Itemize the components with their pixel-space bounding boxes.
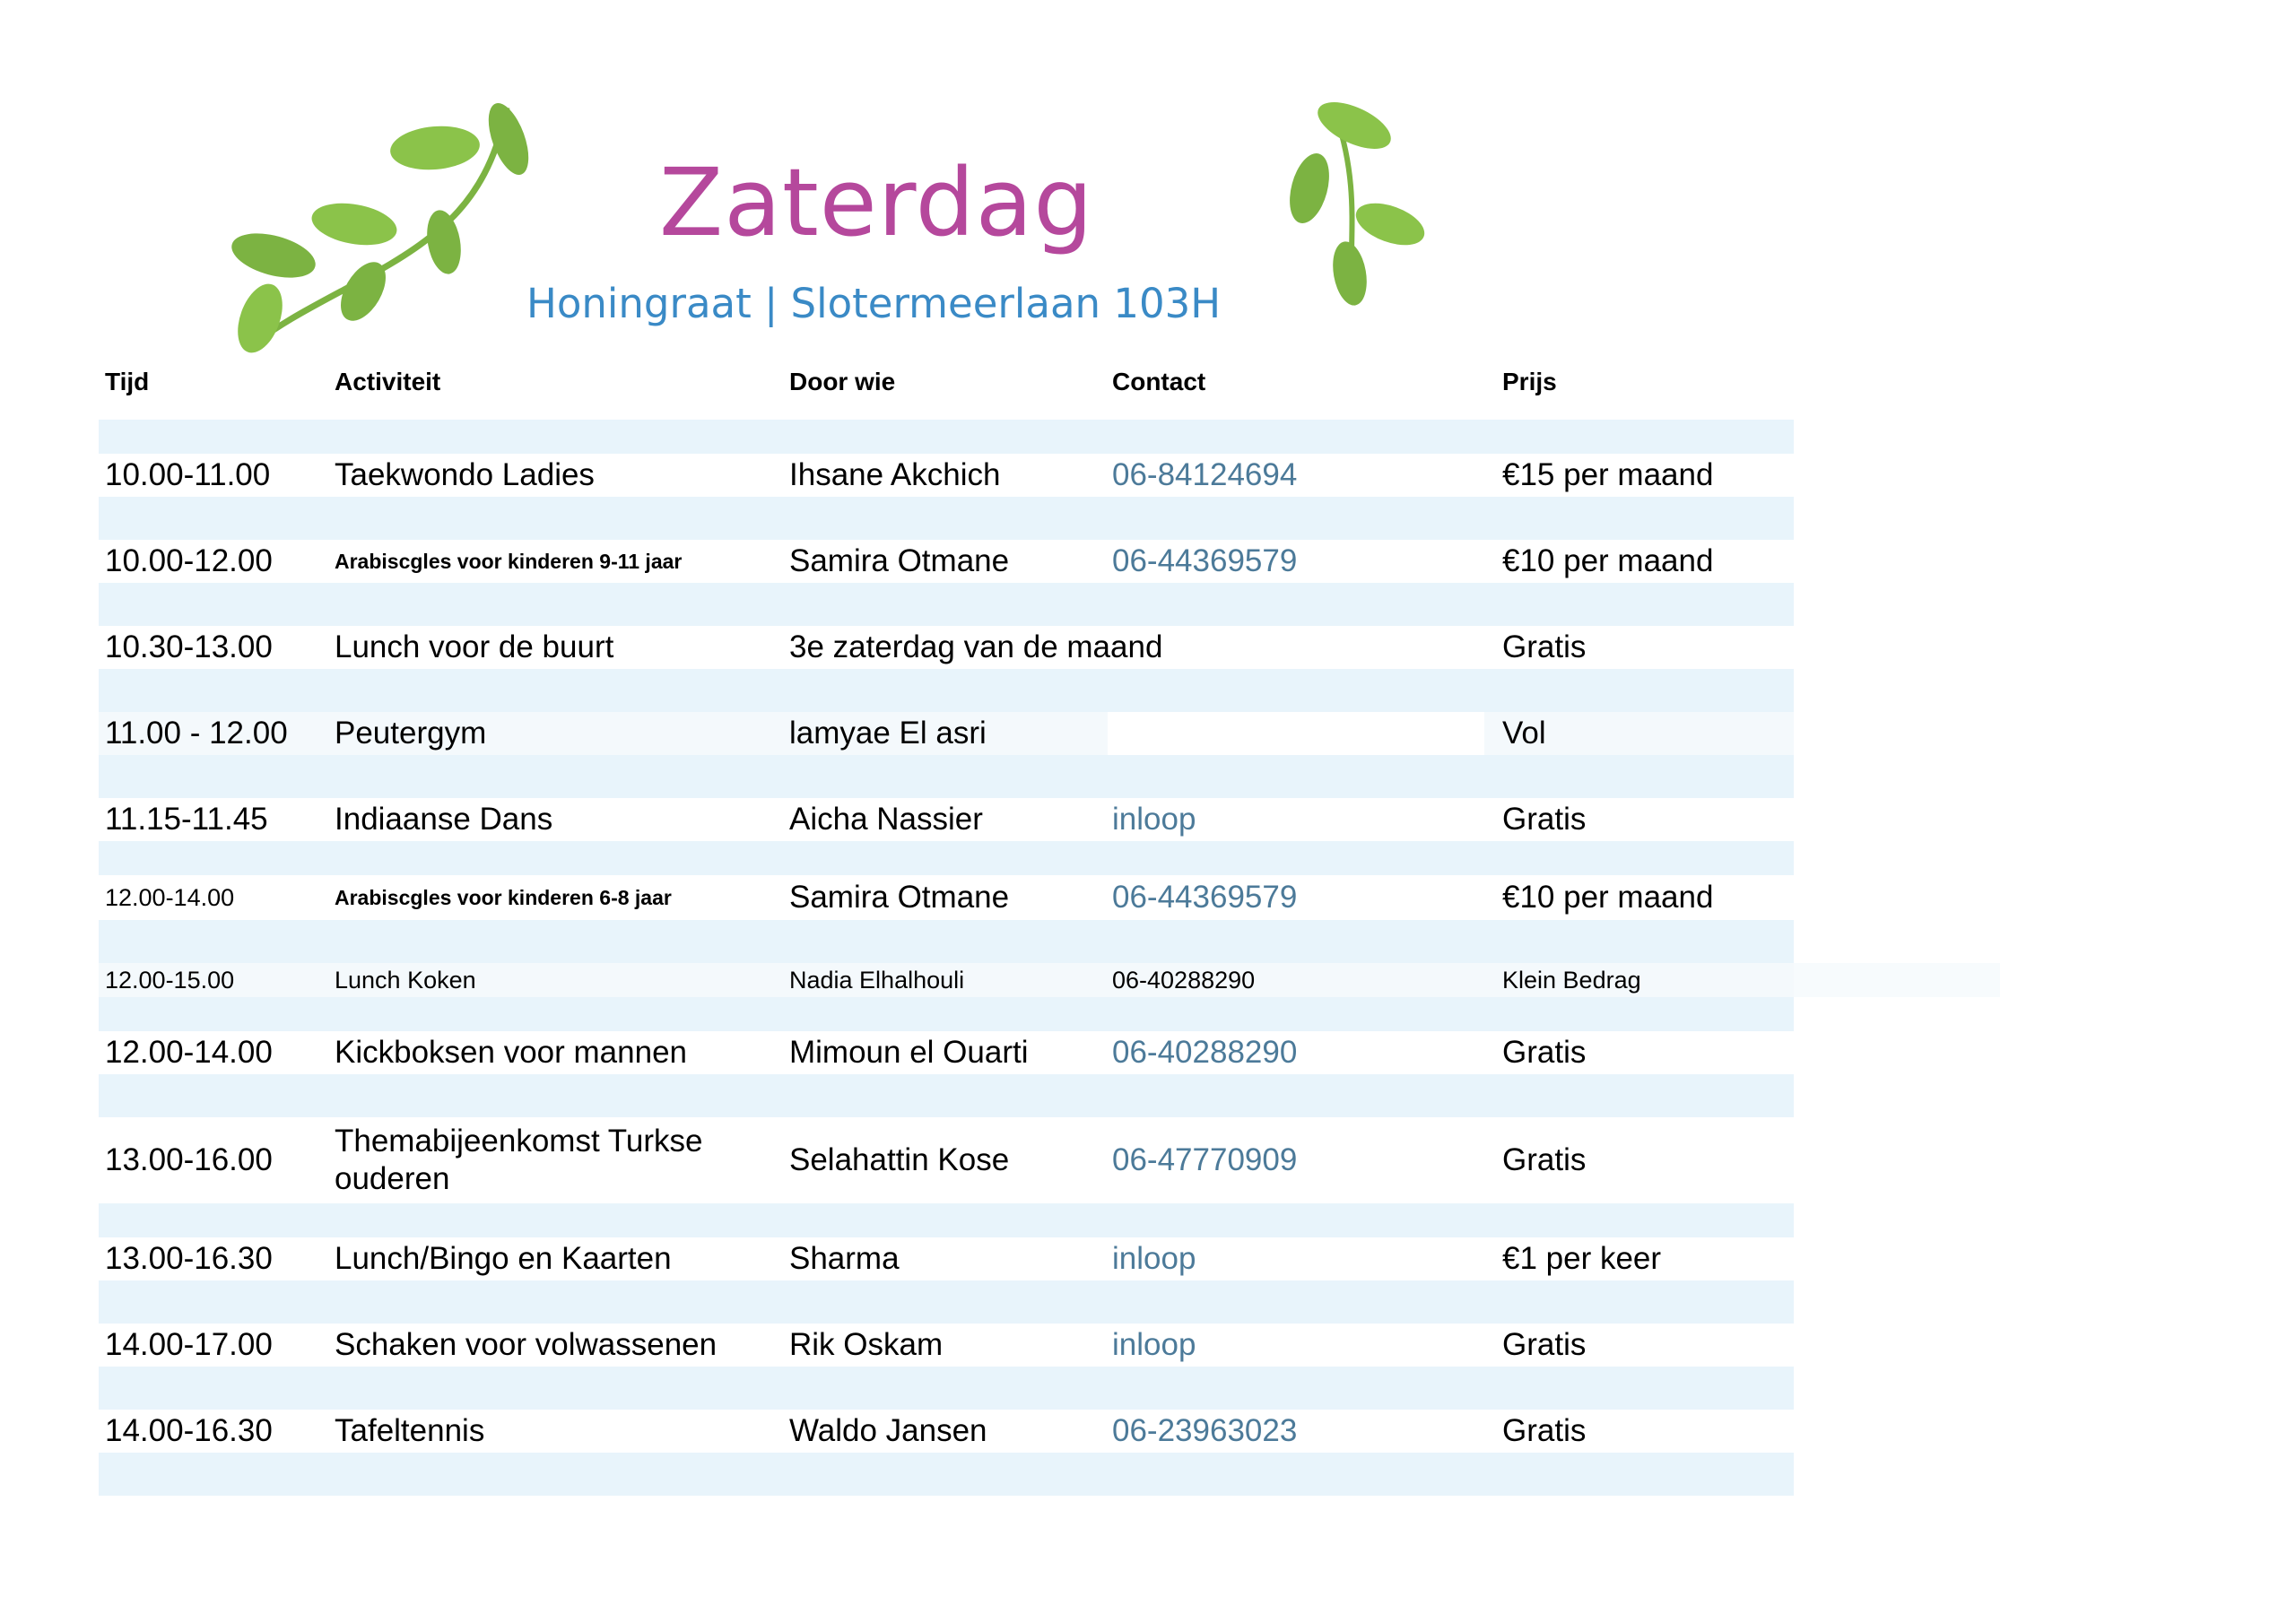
table-row: [99, 626, 1794, 669]
cell-activiteit: Arabiscgles voor kinderen 9-11 jaar: [335, 549, 683, 573]
table-row: [99, 1410, 1794, 1453]
table-row: [99, 454, 1794, 497]
row-divider: [99, 1074, 1794, 1117]
table-row: [99, 712, 1794, 755]
cell-door-wie: Sharma: [789, 1241, 900, 1276]
cell-contact: inloop: [1112, 1327, 1196, 1362]
cell-tijd: 12.00-15.00: [105, 966, 235, 994]
cell-prijs: Gratis: [1502, 629, 1587, 664]
cell-contact: inloop: [1112, 1241, 1196, 1276]
cell-prijs: Klein Bedrag: [1502, 966, 1641, 994]
cell-door-wie: Rik Oskam: [789, 1327, 944, 1362]
cell-contact: 06-47770909: [1112, 1142, 1298, 1177]
cell-tijd: 10.00-12.00: [105, 543, 273, 578]
row-divider: [99, 583, 1794, 626]
row-divider: [99, 841, 1794, 875]
table-header: [99, 357, 1794, 420]
header-contact: Contact: [1112, 368, 1206, 395]
cell-prijs: Vol: [1502, 716, 1546, 751]
cell-prijs: €1 per keer: [1502, 1241, 1662, 1276]
cell-door-wie: Selahattin Kose: [789, 1142, 1010, 1177]
row-divider: [99, 420, 1794, 454]
header-tijd: Tijd: [105, 368, 150, 395]
cell-door-wie: Mimoun el Ouarti: [789, 1035, 1029, 1070]
cell-prijs: Gratis: [1502, 1413, 1587, 1448]
cell-contact: 06-40288290: [1112, 1035, 1298, 1070]
cell-tijd: 13.00-16.30: [105, 1241, 273, 1276]
cell-tijd: 14.00-17.00: [105, 1327, 273, 1362]
cell-door-wie: Nadia Elhalhouli: [789, 966, 965, 994]
cell-contact: 06-40288290: [1112, 966, 1256, 994]
cell-tijd: 10.00-11.00: [105, 457, 271, 492]
header-prijs: Prijs: [1502, 368, 1557, 395]
table-row: [99, 1117, 1794, 1203]
cell-door-wie: Samira Otmane: [789, 880, 1010, 915]
cell-contact: 06-23963023: [1112, 1413, 1298, 1448]
cell-prijs: Gratis: [1502, 1035, 1587, 1070]
table-row: [99, 1031, 1794, 1074]
table-row: [99, 540, 1794, 583]
cell-prijs: Gratis: [1502, 1142, 1587, 1177]
page-title: Zaterdag: [659, 148, 1094, 257]
row-divider: [99, 1367, 1794, 1410]
cell-prijs: €15 per maand: [1502, 457, 1714, 492]
row-divider: [99, 669, 1794, 712]
cell-activiteit: Peutergym: [335, 716, 487, 751]
cell-contact: 06-44369579: [1112, 880, 1298, 915]
cell-door-wie: Aicha Nassier: [789, 802, 983, 837]
cell-activiteit: Themabijeenkomst Turkse ouderen: [335, 1124, 703, 1196]
table-row: [99, 875, 1794, 920]
cell-prijs: €10 per maand: [1502, 880, 1714, 915]
cell-tijd: 14.00-16.30: [105, 1413, 273, 1448]
cell-tijd: 12.00-14.00: [105, 883, 235, 911]
cell-tijd: 11.00 - 12.00: [105, 716, 288, 751]
cell-prijs: €10 per maand: [1502, 543, 1714, 578]
cell-activiteit: Tafeltennis: [335, 1413, 485, 1448]
cell-door-wie: 3e zaterdag van de maand: [789, 629, 1163, 664]
cell-tijd: 10.30-13.00: [105, 629, 273, 664]
cell-door-wie: Ihsane Akchich: [789, 457, 1001, 492]
leaf-vine-left-icon: [229, 99, 534, 359]
cell-contact: 06-84124694: [1112, 457, 1298, 492]
header: [0, 0, 2296, 359]
row-divider: [99, 497, 1794, 540]
row-divider: [99, 997, 1794, 1031]
table-row: [99, 1324, 1794, 1367]
header-activiteit: Activiteit: [335, 368, 441, 395]
row-divider: [99, 1203, 1794, 1237]
table-row: [99, 963, 1794, 997]
cell-door-wie: Waldo Jansen: [789, 1413, 987, 1448]
row-divider: [99, 1453, 1794, 1496]
table-row: [99, 1237, 1794, 1280]
cell-activiteit: Lunch voor de buurt: [335, 629, 614, 664]
cell-activiteit: Lunch Koken: [335, 966, 476, 994]
cell-prijs: Gratis: [1502, 802, 1587, 837]
cell-activiteit: Schaken voor volwassenen: [335, 1327, 718, 1362]
cell-door-wie: lamyae El asri: [789, 716, 987, 751]
cell-activiteit: Kickboksen voor mannen: [335, 1035, 687, 1070]
cell-door-wie: Samira Otmane: [789, 543, 1010, 578]
cell-contact: inloop: [1112, 802, 1196, 837]
cell-activiteit: Indiaanse Dans: [335, 802, 553, 837]
schedule-table: [99, 357, 1794, 1496]
cell-contact: 06-44369579: [1112, 543, 1298, 578]
row-divider: [99, 920, 1794, 963]
row-divider: [99, 1280, 1794, 1324]
cell-activiteit: Lunch/Bingo en Kaarten: [335, 1241, 672, 1276]
page-subtitle: Honingraat | Slotermeerlaan 103H: [526, 280, 1222, 327]
cell-tijd: 11.15-11.45: [105, 802, 268, 837]
header-door-wie: Door wie: [789, 368, 896, 395]
cell-activiteit: Arabiscgles voor kinderen 6-8 jaar: [335, 885, 672, 909]
leaf-vine-right-icon: [1283, 99, 1435, 314]
cell-prijs: Gratis: [1502, 1327, 1587, 1362]
row-divider: [99, 755, 1794, 798]
table-row: [99, 798, 1794, 841]
cell-tijd: 12.00-14.00: [105, 1035, 273, 1070]
cell-tijd: 13.00-16.00: [105, 1142, 273, 1177]
cell-activiteit: Taekwondo Ladies: [335, 457, 595, 492]
